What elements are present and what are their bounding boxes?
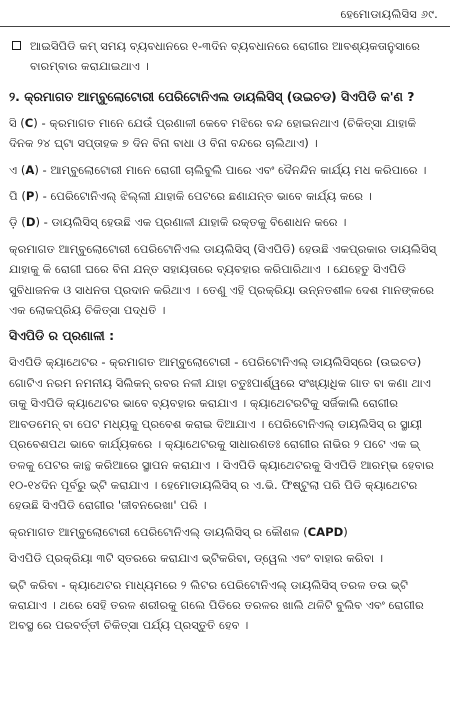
definition-text: ) - ଆମ୍ବୁଲୋଟୋରୀ ମାନେ ରୋଗୀ ଚାଲିବୁଲି ପାରେ ଏବଂ ଦୈନନ୍ଦିନ କାର୍ଯ୍ୟ ମଧ କରିପାରେ ।	[34, 162, 427, 177]
question-heading: ୨. କ୍ରମାଗତ ଆମ୍ବୁଲୋଟୋରୀ ପେରିଟୋନିଏଲ ଡାୟଲିସିସ୍ (ଉଇଚଡ) ସିଏପିଡି କ'ଣ ?	[9, 88, 415, 104]
technique-heading-text: କ୍ରମାଗତ ଆମ୍ବୁଲୋଟୋରୀ ପେରିଟୋନିଏଲ୍ ଡାୟଲିସିସ୍ ର କୌଶଳ (	[9, 524, 308, 539]
definition-prefix: ପି (	[9, 189, 26, 204]
definition-letter: D	[25, 215, 36, 230]
square-bullet-icon	[12, 41, 21, 50]
bullet-item	[9, 36, 440, 77]
section-heading-procedure: ସିଏପିଡି ର ପ୍ରଣାଳୀ :	[9, 328, 115, 344]
definition-text: ) - ପେରିଟୋନିଏଲ୍ ଝିଲ୍ଲୀ ଯାହାକି ପେଟରେ ଛଣାଯନ୍ତ ଭାବେ କାର୍ଯ୍ୟ କରେ ।	[34, 189, 372, 204]
definition-prefix: ସି (	[9, 115, 25, 130]
technique-heading-close: )	[343, 524, 348, 539]
procedure-paragraph: ସିଏପିଡି କ୍ୟାଥେଟର - କ୍ରମାଗତ ଆମ୍ବୁଲୋଟୋରୀ - ପେରିଟୋନିଏଲ୍ ଡାୟଲିସିସ୍‌ରେ (ଉଇଚଡ) ଗୋଟିଏ ନରମ ନମନୀୟ ସିଲିକନ୍ ରବର ନଳୀ ଯାହା ଚତୁଃପାର୍ଶ୍ୱରେ ସଂଖ୍ୟାଧିକ ଗାତ ବା କଣା ଥାଏ ତାକୁ ସିଏପିଡି କ୍ୟାଥେଟର ଭାବେ ବ୍ୟବହାର କରାଯାଏ । କ୍ୟାଥେଟରଟିକୁ ସର୍ଜିକାଲି ରୋଗୀର ଆବଡମେନ୍ ବା ପେଟ ମଧ୍ୟକୁ ପ୍ରବେଶ କରାଇ ଦିଆଯାଏ । ପେରିଟୋନିଏଲ୍ ଡାୟଲିସିସ୍ ର ସ୍ଥାୟୀ ପ୍ରବେଶପଥ ଭାବେ କାର୍ଯ୍ୟକରେ । କ୍ୟାଥେଟରକୁ ସାଧାରଣତଃ ରୋଗୀର ନାଭିର ୨ ପଟେ ଏକ ଇ୍ ତଳକୁ ପେଟର କାନ୍ଥ କରିଆରେ ସ୍ଥାପନ କରାଯାଏ । ସିଏପିଡି କ୍ୟାଥେଟରକୁ ସିଏପିଡି ଆରମ୍ଭ ହେବାର ୧୦-୧୪ଦିନ ପୂର୍ବରୁ ଭ୍ଟି କରାଯାଏ । ହେମୋଡାୟଲିସିସ୍ ର ଏ.ଭି. ଫିଷ୍ଟୁଲା ପରି ପିଡି କ୍ୟାଥେଟର ହେଉଛି ସିଏପିଡି ରୋଗୀର 'ଜୀବନରେଖା' ପରି ।	[9, 355, 434, 513]
header-divider	[0, 26, 450, 27]
definition-a	[9, 160, 440, 180]
technique-abbr: CAPD	[307, 524, 344, 539]
definition-c	[9, 113, 440, 154]
definition-letter: A	[25, 162, 35, 177]
fill-paragraph: ଭ୍ଟି କରିବା - କ୍ୟାଥେଟର ମାଧ୍ୟମରେ ୨ ଲିଟର ପେରିଟୋନିଏଲ୍ ଡାୟଲିସିସ୍ ତରଳ ତଉ ଭ୍ଟି କରାଯାଏ । ଥରେ ସେହି ତରଳ ଶରୀରକୁ ଗଲେ ପିଡିରେ ତରଳର ଖାଲି ଥଳିଟି ବୁଲିବ ଏବଂ ରୋଗୀର ଅବସ୍ଥ ରେ ପରବର୍ତ୍ତୀ ଚିକିତ୍ସା ପର୍ଯ୍ୟ ପ୍ରସ୍ତୁତି ହେବ ।	[9, 577, 424, 633]
definition-text: ) - କ୍ରମାଗତ ମାନେ ଯେଉଁ ପ୍ରଣାଳୀ କେବେ ମଝିରେ ବନ୍ଦ ହୋଇନଥାଏ (ଚିକିତ୍ସା ଯାହାକି ଦିନକ ୨୪ ଘ୍ଟା ସପ୍ତାହକ ୭ ଦିନ ବିନା ବାଧା ଓ ବିନା ବନ୍ଦରେ ଚାଲିଥାଏ) ।	[9, 115, 417, 151]
definition-text: ) - ଡାୟଲିସିସ୍ ହେଉଛି ଏକ ପ୍ରଣାଳୀ ଯାହାକି ରକ୍ତକୁ ବିଶୋଧନ କରେ ।	[35, 215, 347, 230]
bullet-text: ଆଇସିପିଡି କମ୍ ସମୟ ବ୍ୟବଧାନରେ ୧-୩ଦିନ ବ୍ୟବଧାନରେ ରୋଗୀର ଆବଶ୍ୟକତାନୁସାରେ ବାରମ୍ବାର କରାଯାଇଥାଏ ।	[30, 39, 420, 74]
definition-prefix: ଡ଼ି (	[9, 215, 26, 230]
definition-prefix: ଏ (	[9, 162, 26, 177]
definition-d	[9, 212, 440, 232]
intro-paragraph: କ୍ରମାଗତ ଆମ୍ବୁଲୋଟୋରୀ ପେରିଟୋନିଏଲ ଡାୟଲିସିସ୍ (ସିଏପିଡି) ହେଉଛି ଏକପ୍ରକାର ଡାୟଲିସିସ୍ ଯାହାକୁ କି ରୋଗୀ ଘରେ ବିନା ଯନ୍ତ ସହାୟତାରେ ବ୍ୟବହାର କରିପାରିଥାଏ । ଯେହେତୁ ସିଏପିଡି ସୁବିଧାଜନକ ଓ ସାଧନତା ପ୍ରଦାନ କରିଥାଏ । ତେଣୁ ଏହି ପ୍ରକ୍ରିୟା ଉନ୍ନତଶୀଳ ଦେଶ ମାନଙ୍କରେ ଏକ ଲୋକପ୍ରିୟ ଚିକିତ୍ସା ପଦ୍ଧତି ।	[9, 241, 437, 318]
technique-heading	[9, 522, 440, 542]
technique-stages-line: ସିଏପିଡି ପ୍ରକ୍ରିୟା ୩ଟି ସ୍ତରରେ କରାଯାଏ ଭ୍ଟିକରିବା, ଡ୍ୱେଲ ଏବଂ ବାହାର କରିବା ।	[9, 551, 384, 566]
definition-letter: C	[24, 115, 34, 130]
page-content	[9, 36, 440, 642]
definition-letter: P	[25, 189, 35, 204]
definition-p	[9, 186, 440, 206]
running-header: ହେମୋଡାୟଲିସିସ ୬୯.	[340, 7, 438, 21]
